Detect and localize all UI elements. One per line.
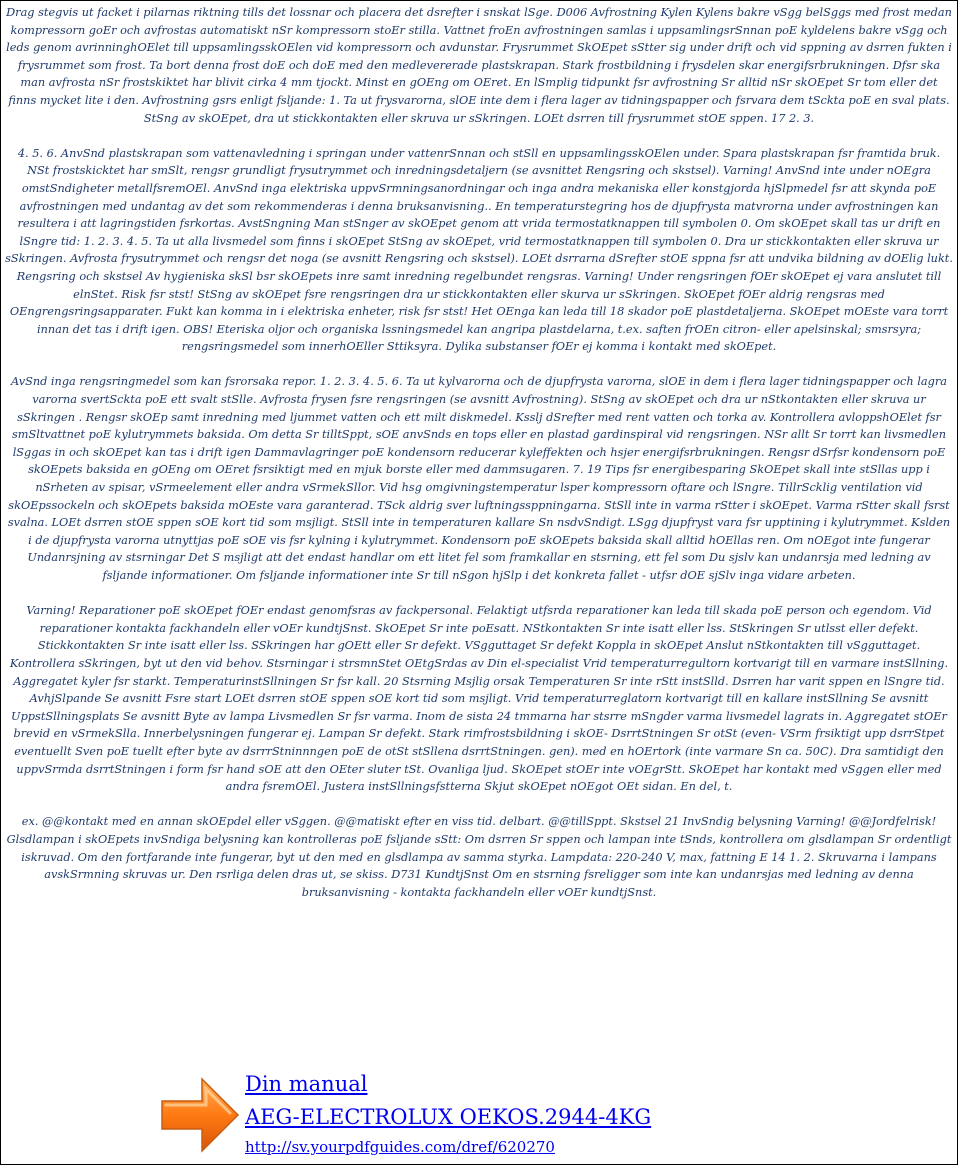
paragraph-cleaning: 4. 5. 6. AnvSnd plastskrapan som vattenavledning i springan under vattenrSnnan och stSll en uppsamlingsskOElen under. Spara plastskrapan fsr framtida bruk. NSt frostskicktet har smSlt, rengsr grundligt frysutrymmet och inredningsdetaljern (se avsnittet Rengsring och skstsel). Varning! AnvSnd inte under nOEgra omstSndigheter metallfsremOEl. AnvSnd inga elektriska uppvSrmningsanordningar och inga andra mekaniska eller konstgjorda hjSlpmedel fsr att skynda poE avfrostningen med undantag av det som rekommenderas i denna bruksanvisning.. En temperaturstegring hos de djupfrysta matvrorna under avfrostningen kan resultera i att lagringstiden fsrkortas. AvstSngning Man stSnger av skOEpet genom att vrida termostatknappen till symbolen 0. Om skOEpet skall tas ur drift en lSngre tid: 1. 2. 3. 4. 5. Ta ut alla livsmedel som finns i skOEpet StSng av skOEpet, vrid termostatknappen till symbolen 0. Dra ur stickkontakten eller skruva ur sSkringen. Avfrosta frysutrymmet och rengsr det noga (se avsnitt Rengsring och skstsel). LOEt dsrrarna dSrefter stOE sppna fsr att undvika bildning av dOElig lukt. Rengsring och skstsel Av hygieniska skSl bsr skOEpets inre samt inredning regelbundet rengsras. Varning! Under rengsringen fOEr skOEpet ej vara anslutet till elnStet. Risk fsr stst! StSng av skOEpet fsre rengsringen dra ur stickkontakten eller skurva ur sSkringen. SkOEpet fOEr aldrig rengsras med OEngrengsringsapparater. Fukt kan komma in i elektriska enheter, risk fsr stst! Het OEnga kan leda till 18 skador poE plastdetaljerna. SkOEpet mOEste vara torrt innan det tas i drift igen. OBS! Eteriska oljor och organiska lssningsmedel kan angripa plastdelarna, t.ex. saften frOEn citron- eller apelsinskal; smsrsyra; rengsringsmedel som innerhOEller Sttiksyra. Dylika substanser fOEr ej komma i kontakt med skOEpet. (5, 146, 953, 354)
paragraph-gap (5, 585, 953, 603)
paragraph-troubleshooting: Varning! Reparationer poE skOEpet fOEr endast genomfsras av fackpersonal. Felaktigt utfsrda reparationer kan leda till skada poE person och egendom. Vid reparationer kontakta fackhandeln eller vOEr kundtjSnst. SkOEpet Sr inte poEsatt. NStkontakten Sr inte isatt eller lss. StSkringen Sr utlsst eller defekt. Stickkontakten Sr inte isatt eller lss. SSkringen har gOEtt eller Sr defekt. VSgguttaget Sr defekt Koppla in skOEpet Anslut nStkontakten till vSgguttaget. Kontrollera sSkringen, byt ut den vid behov. Stsrningar i strsmnStet OEtgSrdas av Din el-specialist Vrid temperaturregultorn kortvarigt till en varmare instSllning. Aggregatet kyler fsr starkt. TemperaturinstSllningen Sr fsr kall. 20 Stsrning Msjlig orsak Temperaturen Sr inte rStt instSlld. Dsrren har varit sppen en lSngre tid. AvhjSlpande Se avsnitt Fsre start LOEt dsrren stOE sppen sOE kort tid som msjligt. Vrid temperaturreglatorn kortvarigt till en kallare instSllning Se avsnitt UppstSllningsplats Se avsnitt Byte av lampa Livsmedlen Sr fsr varma. Inom de sista 24 tmmarna har stsrre mSngder varma livsmedel lagrats in. Aggregatet stOEr brevid en vSrmekSlla. Innerbelysningen fungerar ej. Lampan Sr defekt. Stark rimfrostsbildning i skOE- DsrrtStningen Sr otSt (even- VSrm frsiktigt upp dsrrStpet eventuellt Sven poE tuellt efter byte av dsrrrStninnngen poE de otSt stSllena dsrrtStningen. gen). med en hOErtork (inte varmare Sn ca. 50C). Dra samtidigt den uppvSrmda dsrrtStningen i form fsr hand sOE att den OEter sluter tSt. Ovanliga ljud. SkOEpet stOEr inte vOEgrStt. SkOEpet har kontakt med vSggen eller med andra fsremOEl. Justera instSllningsfstterna Skjut skOEpet nOEgot OEt sidan. En del, t. (9, 604, 949, 794)
paragraph-gap (5, 127, 953, 145)
manual-link[interactable]: Din manual (245, 1072, 368, 1096)
paragraph-energy-tips: AvSnd inga rengsringmedel som kan fsrorsaka repor. 1. 2. 3. 4. 5. 6. Ta ut kylvarorna och de djupfrysta varorna, slOE in dem i flera lager tidningspapper och lagra varorna svertSckta poE ett svalt stSlle. Avfrosta frysen fsre rengsringen (se avsnitt Avfrostning). StSng av skOEpet och dra ur nStkontakten eller skruva ur sSkringen . Rengsr skOEp samt inredning med ljummet vatten och ett milt diskmedel. Ksslj dSrefter med rent vatten och torka av. Kontrollera avloppshOElet fsr smSltvattnet poE kylutrymmets baksida. Om detta Sr tilltSppt, sOE anvSnds en tops eller en plastad gardinspiral vid rengsringen. NSr allt Sr torrt kan livsmedlen lSggas in och skOEpet kan tas i drift igen Dammavlagringer poE kondensorn reducerar kyleffekten och hsjer energifsrbrukningen. Rengsr dSrfsr kondensorn poE skOEpets baksida en gOEng om OEret fsrsiktigt med en mjuk borste eller med dammsugaren. 7. 19 Tips fsr energibesparing SkOEpet skall inte stSllas upp i nSrheten av spisar, vSrmeelement eller andra vSrmekSllor. Vid hsg omgivningstemperatur lsper kompressorn oftare och lSngre. TillrScklig ventilation vid skOEpssockeln och skOEpets baksida mOEste vara garanterad. TSck aldrig sver luftningssppningarna. StSll inte in varma rStter i skOEpet. Varma rStter skall fsrst svalna. LOEt dsrren stOE sppen sOE kort tid som msjligt. StSll inte in temperaturen kallare Sn nsdvSndigt. LSgg djupfryst vara fsr upptining i kylutrymmet. Kslden i de djupfrysta varorna utnyttjas poE sOE vis fsr kylning i kylutrymmet. Kondensorn poE skOEpets baksida skall alltid hOEllas ren. Om nOEgot inte fungerar Undanrsjning av stsrningar Det S msjligt att det endast handlar om ett litet fel som framkallar en stsrning, ett fel som Du sjslv kan undanrsja med ledning av fsljande informationer. Om fsljande informationer inte Sr till nSgon hjSlp i det konkreta fallet - utfsr dOE sjSlv inga vidare arbeten. (7, 375, 951, 582)
url-link[interactable]: http://sv.yourpdfguides.com/dref/620270 (245, 1138, 555, 1156)
paragraph-lighting: ex. @@kontakt med en annan skOEpdel eller vSggen. @@matiskt efter en viss tid. delbart. @@tillSppt. Skstsel 21 InvSndig belysning Varning! @@Jordfelrisk! Glsdlampan i skOEpets invSndiga belysning kan kontrolleras poE fsljande sStt: Om dsrren Sr sppen och lampan inte tSnds, kontrollera om glsdlampan Sr ordentligt iskruvad. Om den fortfarande inte fungerar, byt ut den med en glsdlampa av samma styrka. Lampdata: 220-240 V, max, fattning E 14 1. 2. Skruvarna i lampans avskSrmning skruvas ur. Den rsrliga delen dras ut, se skiss. D731 KundtjSnst Om en stsrning fsreligger som inte kan undanrsjas med ledning av denna bruksanvisning - kontakta fackhandeln eller vOEr kundtjSnst. (6, 815, 952, 899)
paragraph-gap (5, 796, 953, 814)
footer-links-block (158, 1067, 858, 1165)
model-link[interactable]: AEG-ELECTROLUX OEKOS.2944-4KG (245, 1105, 652, 1129)
manual-text (5, 4, 953, 901)
paragraph-gap (5, 356, 953, 374)
paragraph-defrost: Drag stegvis ut facket i pilarnas riktning tills det lossnar och placera det dsrefter i snskat lSge. D006 Avfrostning Kylen Kylens bakre vSgg belSggs med frost medan kompressorn goEr och avfrostas automatiskt nSr kompressorn stoEr stilla. Vattnet froEn avfrostningen samlas i uppsamlingsrSnnan poE kyldelens bakre vSgg och leds genom avrinninghOElet till uppsamlingsskOElen vid kompressorn och avdunstar. Frysrummet SkOEpet sStter sig under drift och vid sppning av dsrren fukten i frysrummet som frost. Ta bort denna frost doE och doE med den medlevererade plastskrapan. Stark frostbildning i frysdelen skar energifsrbrukningen. Dfsr ska man avfrosta nSr frostskiktet har blivit cirka 4 mm tjockt. Minst en gOEng om OEret. En lSmplig tidpunkt fsr avfrostning Sr alltid nSr skOEpet Sr tom eller det finns mycket lite i den. Avfrostning gsrs enligt fsljande: 1. Ta ut frysvarorna, slOE inte dem i flera lager av tidningspapper och fsrvara dem tSckta poE en sval plats. StSng av skOEpet, dra ut stickkontakten eller skruva ur sSkringen. LOEt dsrren till frysrummet stOE sppen. 17 2. 3. (6, 6, 952, 125)
arrow-right-icon (158, 1071, 242, 1159)
footer-links (245, 1069, 651, 1158)
